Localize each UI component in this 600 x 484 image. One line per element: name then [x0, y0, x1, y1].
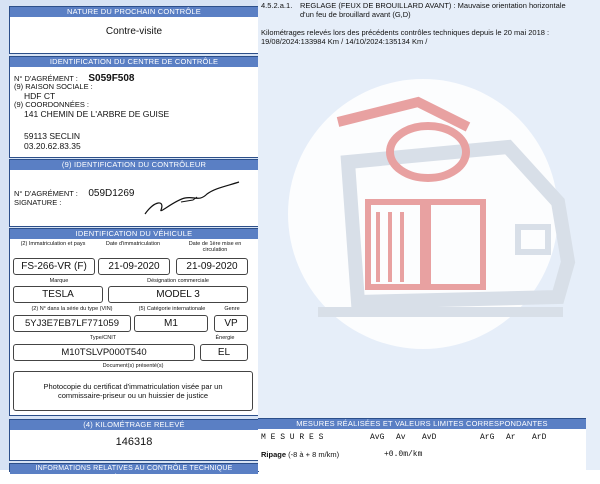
- defect-code: 4.5.2.a.1.: [261, 1, 293, 10]
- centre-address2: 59113 SECLIN: [24, 131, 81, 141]
- genre-field: VP: [214, 315, 248, 332]
- energie-field: EL: [200, 344, 248, 361]
- documents-label: Document(s) présenté(s): [102, 363, 164, 369]
- bottom-cut-header: INFORMATIONS RELATIVES AU CONTRÔLE TECHNIQUE DÉFAVORABLE: [10, 464, 258, 474]
- centre-coord-label: (9) COORDONNÉES :: [14, 100, 90, 109]
- ripage-label: Ripage: [261, 450, 287, 459]
- cnit-field: M10TSLVP000T540: [13, 344, 195, 361]
- centre-header: IDENTIFICATION DU CENTRE DE CONTRÔLE: [10, 57, 258, 67]
- designation-label: Désignation commerciale: [147, 278, 209, 284]
- immat-label: (2) Immatriculation et pays: [20, 241, 86, 247]
- km-section: [9, 419, 259, 461]
- bottom-cut-section: [9, 463, 259, 482]
- date-circ-label: Date de 1ère mise en circulation: [188, 241, 242, 253]
- marque-label: Marque: [49, 278, 69, 284]
- col-ar: Ar: [506, 433, 516, 442]
- documents-value: Photocopie du certificat d'immatriculation visée par un commissaire-priseur ou un huissier de justice: [43, 382, 223, 400]
- nature-value: Contre-visite: [105, 26, 163, 37]
- date-immat-field: 21-09-2020: [98, 258, 170, 275]
- measures-header: MESURES RÉALISÉES ET VALEURS LIMITES CORRESPONDANTES: [258, 419, 586, 429]
- controleur-section: [9, 159, 259, 227]
- right-panel: [258, 0, 600, 470]
- km-header: (4) KILOMÉTRAGE RELEVÉ: [10, 420, 258, 430]
- controleur-agrement-value: 059D1269: [88, 188, 135, 199]
- controleur-agrement-label: N° D'AGRÉMENT :: [14, 189, 78, 198]
- vin-label: (2) N° dans la série du type (VIN): [31, 306, 113, 312]
- centre-phone: 03.20.62.83.35: [24, 141, 81, 151]
- col-arg: ArG: [480, 433, 495, 442]
- controleur-header: (9) IDENTIFICATION DU CONTRÔLEUR: [10, 160, 258, 170]
- col-av: Av: [396, 433, 406, 442]
- centre-section: [9, 56, 259, 158]
- vehicule-header: IDENTIFICATION DU VÉHICULE: [10, 229, 258, 239]
- designation-field: MODEL 3: [108, 286, 248, 303]
- cnit-label: Type/CNIT: [89, 335, 117, 341]
- marque-field: TESLA: [13, 286, 103, 303]
- km-history-title: Kilométrages relevés lors des précédents contrôles techniques depuis le 20 mai 2018 :: [261, 28, 550, 37]
- vehicule-section: [9, 228, 259, 416]
- categorie-label: (5) Catégorie internationale: [138, 306, 206, 312]
- signature-scribble: [135, 170, 245, 220]
- centre-raison-value: HDF CT: [24, 91, 56, 101]
- defect-text: REGLAGE (FEUX DE BROUILLARD AVANT) : Mauvaise orientation horizontale d'un feu de brouillard avant (G,D): [300, 1, 566, 19]
- centre-address1: 141 CHEMIN DE L'ARBRE DE GUISE: [24, 109, 170, 119]
- col-avg: AvG: [370, 433, 385, 442]
- km-value: 146318: [115, 436, 153, 448]
- nature-header: NATURE DU PROCHAIN CONTRÔLE: [10, 7, 258, 17]
- categorie-field: M1: [134, 315, 208, 332]
- date-immat-label: Date d'immatriculation: [105, 241, 161, 247]
- vin-field: 5YJ3E7EB7LF771059: [13, 315, 131, 332]
- ripage-range: (-8 à + 8 m/km): [288, 450, 340, 459]
- measures-title: M E S U R E S: [261, 433, 324, 442]
- date-circ-field: 21-09-2020: [176, 258, 248, 275]
- car-watermark: [278, 52, 598, 387]
- km-history: 19/08/2024:133984 Km / 14/10/2024:135134 Km /: [261, 37, 428, 46]
- genre-label: Genre: [224, 306, 240, 312]
- immat-field: FS-266-VR (F): [13, 258, 95, 275]
- centre-agrement-label: N° D'AGRÉMENT :: [14, 74, 78, 83]
- measures-section: [258, 418, 586, 471]
- centre-agrement-value: S059F508: [88, 73, 135, 84]
- controleur-signature-label: SIGNATURE :: [14, 198, 62, 207]
- col-ard: ArD: [532, 433, 547, 442]
- ripage-value: +0.0m/km: [384, 450, 423, 459]
- nature-section: [9, 6, 259, 54]
- energie-label: Énergie: [215, 335, 235, 341]
- col-avd: AvD: [422, 433, 437, 442]
- centre-raison-label: (9) RAISON SOCIALE :: [14, 82, 93, 91]
